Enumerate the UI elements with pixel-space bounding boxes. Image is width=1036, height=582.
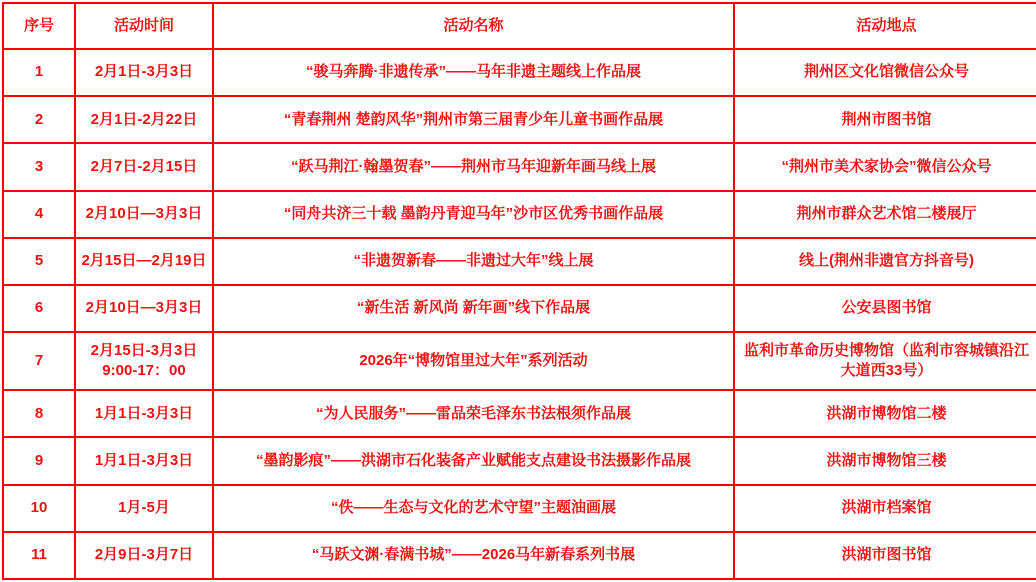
time-line: 1月1日-3月3日 bbox=[94, 451, 194, 469]
cell-name: “佚——生态与文化的艺术守望”主题油画展 bbox=[213, 485, 734, 532]
header-name: 活动名称 bbox=[213, 3, 734, 49]
cell-name: “为人民服务”——雷品荣毛泽东书法根须作品展 bbox=[213, 390, 734, 437]
cell-no: 8 bbox=[3, 390, 75, 437]
cell-place: 线上(荆州非遗官方抖音号) bbox=[734, 238, 1036, 285]
cell-name: “非遗贺新春——非遗过大年”线上展 bbox=[213, 238, 734, 285]
cell-no: 3 bbox=[3, 143, 75, 190]
cell-place: 公安县图书馆 bbox=[734, 285, 1036, 332]
table-row bbox=[3, 332, 1036, 390]
cell-time bbox=[75, 390, 213, 437]
time-line: 2月1日-2月22日 bbox=[90, 110, 198, 128]
cell-place: 洪湖市博物馆三楼 bbox=[734, 437, 1036, 484]
time-line: 1月1日-3月3日 bbox=[94, 404, 194, 422]
cell-name: “马跃文渊·春满书城”——2026马年新春系列书展 bbox=[213, 532, 734, 579]
cell-no: 1 bbox=[3, 49, 75, 96]
cell-name: 2026年“博物馆里过大年”系列活动 bbox=[213, 332, 734, 390]
cell-place: “荆州市美术家协会”微信公众号 bbox=[734, 143, 1036, 190]
table-row bbox=[3, 238, 1036, 285]
cell-time bbox=[75, 437, 213, 484]
table-row bbox=[3, 49, 1036, 96]
cell-time bbox=[75, 285, 213, 332]
cell-place: 荆州区文化馆微信公众号 bbox=[734, 49, 1036, 96]
events-table bbox=[2, 2, 1036, 580]
table-row bbox=[3, 143, 1036, 190]
header-no: 序号 bbox=[3, 3, 75, 49]
cell-time bbox=[75, 143, 213, 190]
table-row bbox=[3, 390, 1036, 437]
table-row bbox=[3, 437, 1036, 484]
cell-no: 2 bbox=[3, 96, 75, 143]
cell-time bbox=[75, 238, 213, 285]
cell-time bbox=[75, 191, 213, 238]
events-table-header bbox=[3, 3, 1036, 49]
cell-name: “同舟共济三十载 墨韵丹青迎马年”沙市区优秀书画作品展 bbox=[213, 191, 734, 238]
cell-place: 洪湖市图书馆 bbox=[734, 532, 1036, 579]
table-row bbox=[3, 285, 1036, 332]
events-table-body bbox=[3, 49, 1036, 579]
cell-time bbox=[75, 96, 213, 143]
cell-name: “青春荆州 楚韵风华”荆州市第三届青少年儿童书画作品展 bbox=[213, 96, 734, 143]
cell-no: 4 bbox=[3, 191, 75, 238]
table-row bbox=[3, 485, 1036, 532]
time-line: 2月9日-3月7日 bbox=[94, 546, 194, 564]
cell-time bbox=[75, 49, 213, 96]
cell-no: 10 bbox=[3, 485, 75, 532]
table-row bbox=[3, 532, 1036, 579]
cell-name: “墨韵影痕”——洪湖市石化装备产业赋能支点建设书法摄影作品展 bbox=[213, 437, 734, 484]
cell-no: 6 bbox=[3, 285, 75, 332]
cell-name: “骏马奔腾·非遗传承”——马年非遗主题线上作品展 bbox=[213, 49, 734, 96]
table-row bbox=[3, 191, 1036, 238]
cell-no: 7 bbox=[3, 332, 75, 390]
cell-no: 11 bbox=[3, 532, 75, 579]
time-line: 1月-5月 bbox=[118, 499, 170, 517]
cell-no: 9 bbox=[3, 437, 75, 484]
time-line: 2月15日—2月19日 bbox=[81, 252, 207, 270]
cell-name: “跃马荆江·翰墨贺春”——荆州市马年迎新年画马线上展 bbox=[213, 143, 734, 190]
time-line: 2月10日—3月3日 bbox=[85, 299, 203, 317]
cell-place: 洪湖市档案馆 bbox=[734, 485, 1036, 532]
time-line: 2月1日-3月3日 bbox=[94, 63, 194, 81]
cell-time bbox=[75, 532, 213, 579]
time-line: 2月7日-2月15日 bbox=[90, 157, 198, 175]
cell-place: 监利市革命历史博物馆（监利市容城镇沿江大道西33号） bbox=[734, 332, 1036, 390]
cell-place: 洪湖市博物馆二楼 bbox=[734, 390, 1036, 437]
time-line: 2月15日-3月3日 bbox=[90, 341, 198, 359]
cell-place: 荆州市图书馆 bbox=[734, 96, 1036, 143]
table-row bbox=[3, 96, 1036, 143]
header-place: 活动地点 bbox=[734, 3, 1036, 49]
cell-time bbox=[75, 485, 213, 532]
header-row bbox=[3, 3, 1036, 49]
time-line: 2月10日—3月3日 bbox=[85, 204, 203, 222]
time-line: 9:00-17：00 bbox=[102, 362, 186, 380]
cell-time bbox=[75, 332, 213, 390]
cell-no: 5 bbox=[3, 238, 75, 285]
cell-place: 荆州市群众艺术馆二楼展厅 bbox=[734, 191, 1036, 238]
cell-name: “新生活 新风尚 新年画”线下作品展 bbox=[213, 285, 734, 332]
header-time: 活动时间 bbox=[75, 3, 213, 49]
